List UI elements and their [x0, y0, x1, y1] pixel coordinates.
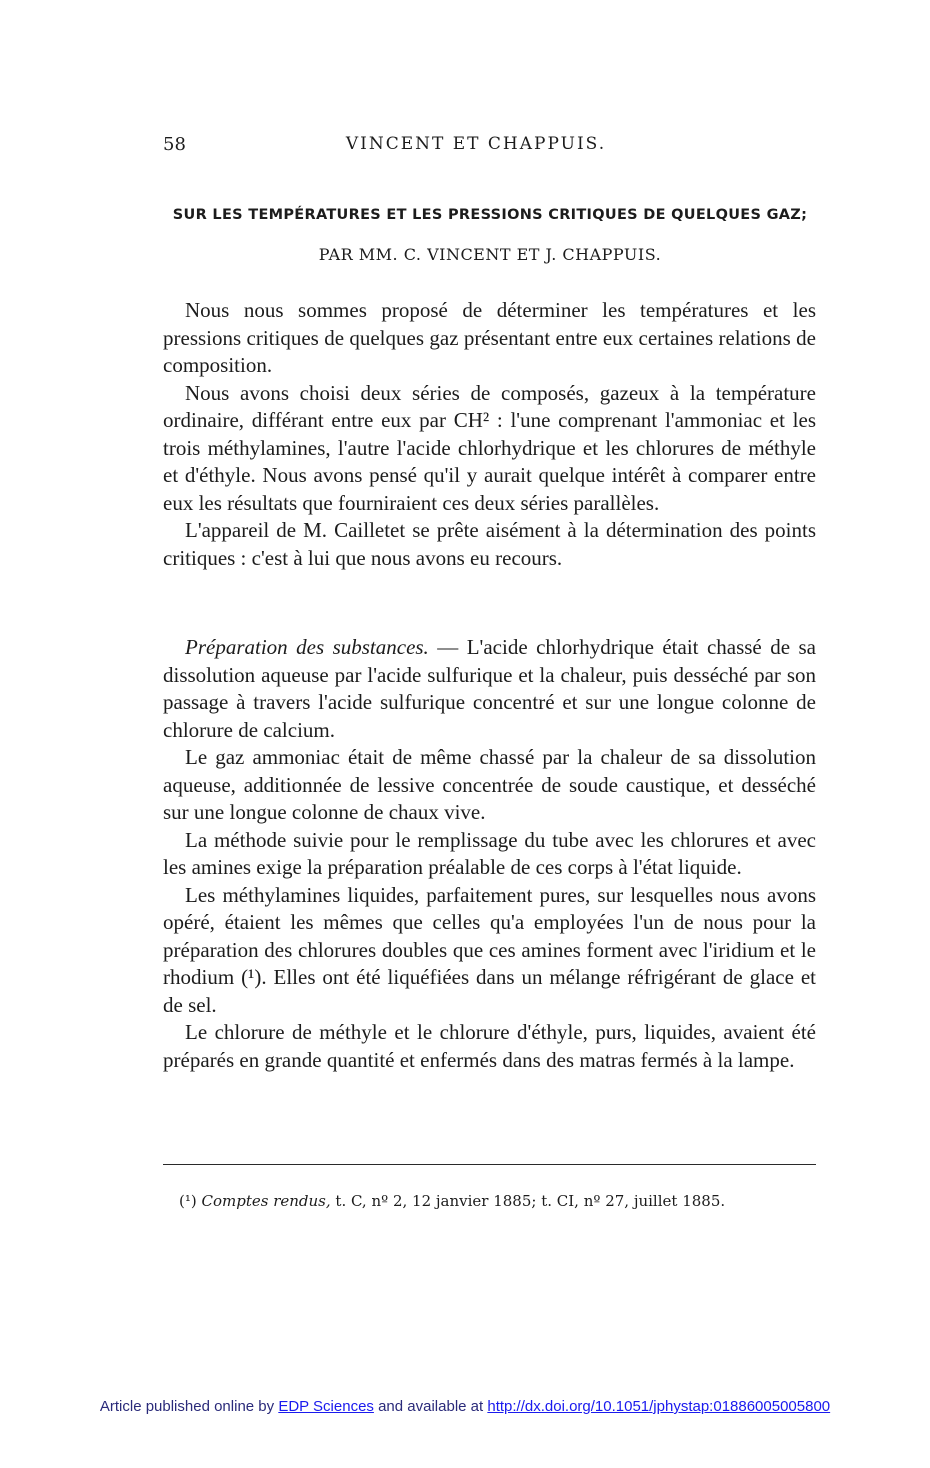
publisher-prefix: Article published online by	[99, 1398, 275, 1415]
section-heading: Préparation des substances.	[185, 635, 429, 659]
paragraph: Nous nous sommes proposé de déterminer les températures et les pressions critiques de quelques gaz présentant entre eux certaines relations de composition.	[163, 298, 816, 377]
paragraph: Le gaz ammoniac était de même chassé par la chaleur de sa dissolution aqueuse, additionnée de lessive concentrée de soude caustique, et desséché sur une longue colonne de chaux vive.	[163, 745, 816, 824]
publisher-line	[0, 1398, 930, 1415]
footnote-marker: (¹)	[179, 1192, 197, 1210]
intro-section	[163, 297, 816, 572]
publisher-link[interactable]: EDP Sciences	[278, 1398, 374, 1415]
article-title: SUR LES TEMPÉRATURES ET LES PRESSIONS CRITIQUES DE QUELQUES GAZ;	[172, 207, 808, 223]
publisher-middle: and available at	[378, 1398, 484, 1415]
preparation-section	[163, 634, 816, 1074]
footnote-details: t. C, nº 2, 12 janvier 1885; t. CI, nº 27, juillet 1885.	[335, 1192, 726, 1210]
byline: PAR MM. C. VINCENT ET J. CHAPPUIS.	[318, 245, 662, 264]
paragraph	[163, 634, 816, 744]
footnote-source: Comptes rendus,	[201, 1192, 331, 1210]
section-first-paragraph: — L'acide chlorhydrique était chassé de sa dissolution aqueuse par l'acide sulfurique et la chaleur, puis desséché par son passage à travers l'acide sulfurique concentré et sur une longue colonne de chlorure de calcium.	[163, 635, 816, 742]
footnote	[179, 1192, 799, 1210]
paragraph: Les méthylamines liquides, parfaitement pures, sur lesquelles nous avons opéré, étaient les mêmes que celles qu'a employées l'un de nous pour la préparation des chlorures doubles que ces amines forment avec l'iridium et le rhodium (¹). Elles ont été liquéfiées dans un mélange réfrigérant de glace et de sel.	[163, 882, 816, 1017]
paragraph: Nous avons choisi deux séries de composés, gazeux à la température ordinaire, différant entre eux par CH² : l'une comprenant l'ammoniac et les trois méthylamines, l'autre l'acide chlorhydrique et les chlorures de méthyle et d'éthyle. Nous avons pensé qu'il y aurait quelque intérêt à comparer entre eux les résultats que fourniraient ces deux séries parallèles.	[163, 380, 816, 515]
footnote-rule	[163, 1164, 816, 1165]
doi-link[interactable]: http://dx.doi.org/10.1051/jphystap:01886005005800	[487, 1398, 831, 1415]
paragraph: Le chlorure de méthyle et le chlorure d'éthyle, purs, liquides, avaient été préparés en grande quantité et enfermés dans des matras fermés à la lampe.	[163, 1020, 816, 1072]
running-head: VINCENT ET CHAPPUIS.	[345, 134, 607, 154]
paragraph: La méthode suivie pour le remplissage du tube avec les chlorures et avec les amines exige la préparation préalable de ces corps à l'état liquide.	[163, 827, 816, 879]
paragraph: L'appareil de M. Cailletet se prête aisément à la détermination des points critiques : c'est à lui que nous avons eu recours.	[163, 518, 816, 570]
page-number: 58	[163, 134, 186, 155]
